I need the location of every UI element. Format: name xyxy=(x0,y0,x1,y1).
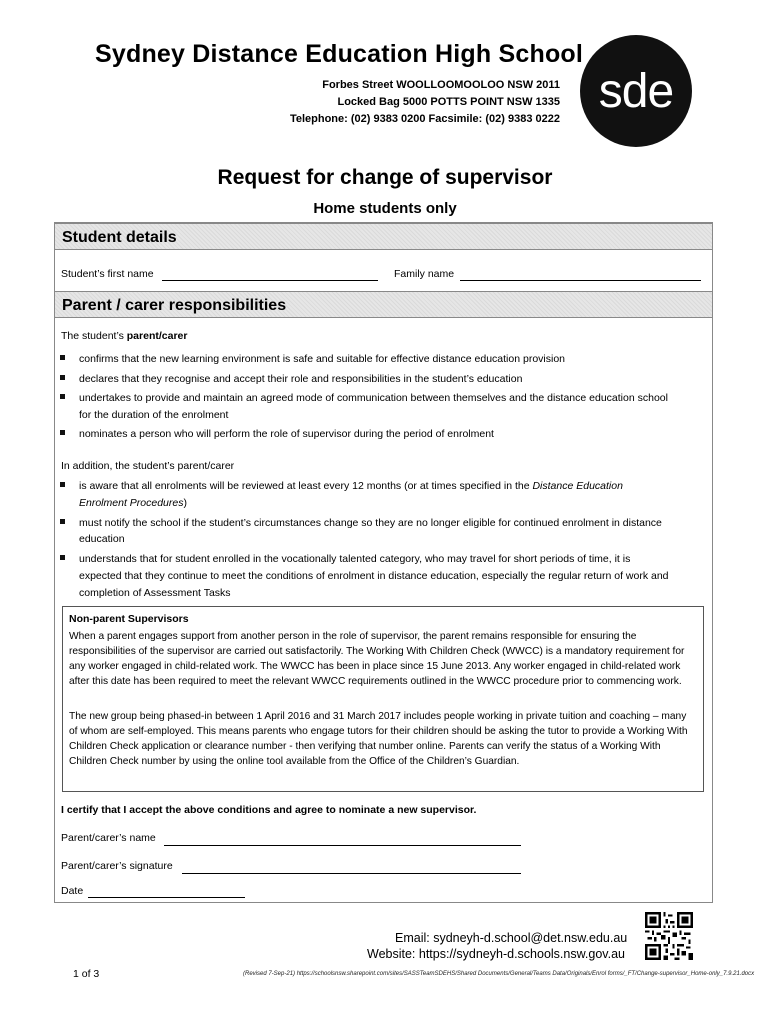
school-name: Sydney Distance Education High School xyxy=(95,40,584,68)
responsibility-item: nominates a person who will perform the role of supervisor during the period of enrolment xyxy=(79,428,494,440)
revision-footnote: (Revised 7-Sep-21) https://schoolsnsw.sharepoint.com/sites/SASSTeamSDEHS/Shared Documents/General/Teams Data/Originals/Enrol forms/_FT/Change-supervisor_Home-only_7.9.21.docx xyxy=(243,971,755,977)
addition-item-vocational: understands that for student enrolled in the vocationally talented category, who may travel for short periods of time, it is xyxy=(79,553,631,565)
qr-code-icon xyxy=(645,912,693,960)
responsibility-item: confirms that the new learning environment is safe and suitable for effective distance education provision xyxy=(79,353,565,365)
first-name-field[interactable] xyxy=(162,268,378,281)
first-name-label: Student’s first name xyxy=(61,268,154,280)
bullet-icon xyxy=(60,390,68,398)
review-text-end: ) xyxy=(183,497,187,509)
addition-item-review-continued xyxy=(79,495,187,512)
addition-intro: In addition, the student’s parent/carer xyxy=(61,460,235,472)
address-line-street: Forbes Street WOOLLOOMOOLOO NSW 2011 xyxy=(322,79,560,91)
footer-email: Email: sydneyh-d.school@det.nsw.edu.au xyxy=(395,931,628,945)
bullet-icon xyxy=(60,371,68,379)
non-parent-paragraph-2: The new group being phased-in between 1 April 2016 and 31 March 2017 includes people working in private tuition and coaching – many of whom are self-employed. This means parents who engage tutors for their children should be asking the tutor to provide a Working With Children Check application or clearance number - then verifying that number online. Parents can verify the status of a Working With Children Check number by using the online tool available from the Office of the Children’s Guardian. xyxy=(69,711,688,767)
bullet-icon xyxy=(60,551,68,559)
addition-item-notify: must notify the school if the student’s circumstances change so they are no longer eligible for continued enrolment in distance xyxy=(79,517,662,529)
addition-item-notify-continued: education xyxy=(79,533,125,545)
date-label: Date xyxy=(61,885,84,897)
responsibility-item: undertakes to provide and maintain an agreed mode of communication between themselves and the distance education school xyxy=(79,392,668,404)
bullet-icon xyxy=(60,515,68,523)
intro-parent-carer: parent/carer xyxy=(126,330,188,342)
addition-item-vocational-end: completion of Assessment Tasks xyxy=(79,587,231,599)
student-details-heading: Student details xyxy=(55,223,712,250)
school-logo xyxy=(580,35,692,147)
non-parent-paragraph-1: When a parent engages support from another person in the role of supervisor, the parent remains responsible for ensuring the responsibilities of the supervisor are carried out satisfactorily. The Working With Children Check (WWCC) is a mandatory requirement for any worker engaged in child-related work. The WWCC has been in place since 15 June 2013. Any worker engaged in child-related work after this date has been required to meet the relevant WWCC requirements outlined in the WWCC procedure prior to commencing work. xyxy=(69,631,685,687)
responsibilities-intro xyxy=(61,328,187,345)
addition-item-vocational-continued: expected that they continue to meet the conditions of enrolment in distance education, especially the regular return of work and xyxy=(79,570,669,582)
procedures-title-part1: Distance Education xyxy=(532,480,623,492)
bullet-icon xyxy=(60,351,68,359)
parent-signature-field[interactable] xyxy=(182,861,521,874)
bullet-icon xyxy=(60,478,68,486)
parent-signature-label: Parent/carer’s signature xyxy=(61,860,173,872)
intro-prefix: The student’s xyxy=(61,330,127,342)
addition-item-review xyxy=(79,478,623,495)
responsibilities-heading: Parent / carer responsibilities xyxy=(55,291,712,318)
review-text: is aware that all enrolments will be reviewed at least every 12 months (or at times specified in the xyxy=(79,480,533,492)
phone-fax-line: Telephone: (02) 9383 0200 Facsimile: (02) 9383 0222 xyxy=(289,113,560,125)
family-name-label: Family name xyxy=(394,268,455,280)
responsibility-item: declares that they recognise and accept their role and responsibilities in the student’s education xyxy=(79,373,523,385)
family-name-field[interactable] xyxy=(460,268,701,281)
parent-name-label: Parent/carer’s name xyxy=(61,832,156,844)
non-parent-heading: Non-parent Supervisors xyxy=(69,613,189,625)
footer-website: Website: https://sydneyh-d.schools.nsw.gov.au xyxy=(367,947,626,961)
bullet-icon xyxy=(60,426,68,434)
date-field[interactable] xyxy=(88,885,245,898)
responsibility-item-continued: for the duration of the enrolment xyxy=(79,409,229,421)
logo-text: sde xyxy=(598,64,674,118)
page-number: 1 of 3 xyxy=(73,968,100,980)
procedures-title-part2: Enrolment Procedures xyxy=(79,497,184,509)
address-line-postal: Locked Bag 5000 POTTS POINT NSW 1335 xyxy=(337,96,560,108)
form-subtitle: Home students only xyxy=(313,200,457,217)
certify-statement: I certify that I accept the above conditions and agree to nominate a new supervisor. xyxy=(61,804,477,816)
form-title: Request for change of supervisor xyxy=(217,166,553,189)
parent-name-field[interactable] xyxy=(164,833,521,846)
